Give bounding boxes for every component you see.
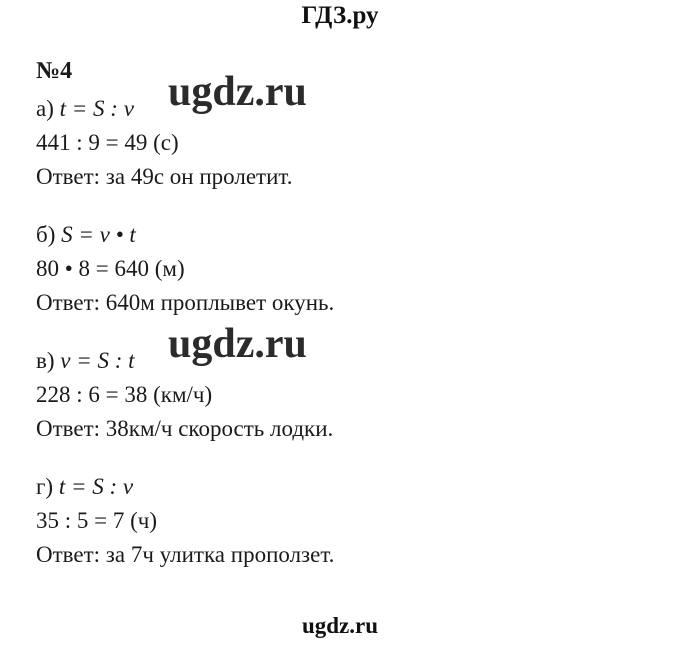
solution-block [36,218,646,320]
answer-line: Ответ: за 7ч улитка проползет. [36,542,335,567]
calculation-line: 80 • 8 = 640 (м) [36,256,185,281]
answer-line: Ответ: за 49с он пролетит. [36,164,293,189]
formula-expression: S = v • t [61,222,136,247]
answer-line: Ответ: 640м проплывет окунь. [36,290,335,315]
watermark-overlay-1: ugdz.ru [168,69,307,115]
task-number: №4 [36,58,73,84]
solution-block [36,470,646,572]
formula-line [36,344,646,378]
formula-label: а) [36,96,60,121]
formula-line [36,470,646,504]
solution-block [36,344,646,446]
watermark-overlay-2: ugdz.ru [168,321,307,367]
solution-body [36,92,646,596]
formula-line [36,218,646,252]
formula-label: г) [36,474,59,499]
calculation-line: 441 : 9 = 49 (с) [36,130,179,155]
formula-line [36,92,646,126]
site-logo-bottom: ugdz.ru [301,613,379,638]
answer-line: Ответ: 38км/ч скорость лодки. [36,416,334,441]
formula-expression: t = S : v [58,474,134,499]
formula-label: в) [36,348,61,373]
solution-block [36,92,646,194]
calculation-line: 228 : 6 = 38 (км/ч) [36,382,213,407]
calculation-line: 35 : 5 = 7 (ч) [36,508,157,533]
site-logo-top: ГДЗ.ру [301,2,379,29]
formula-expression: v = S : t [60,348,135,373]
formula-label: б) [36,222,62,247]
formula-expression: t = S : v [59,96,134,121]
